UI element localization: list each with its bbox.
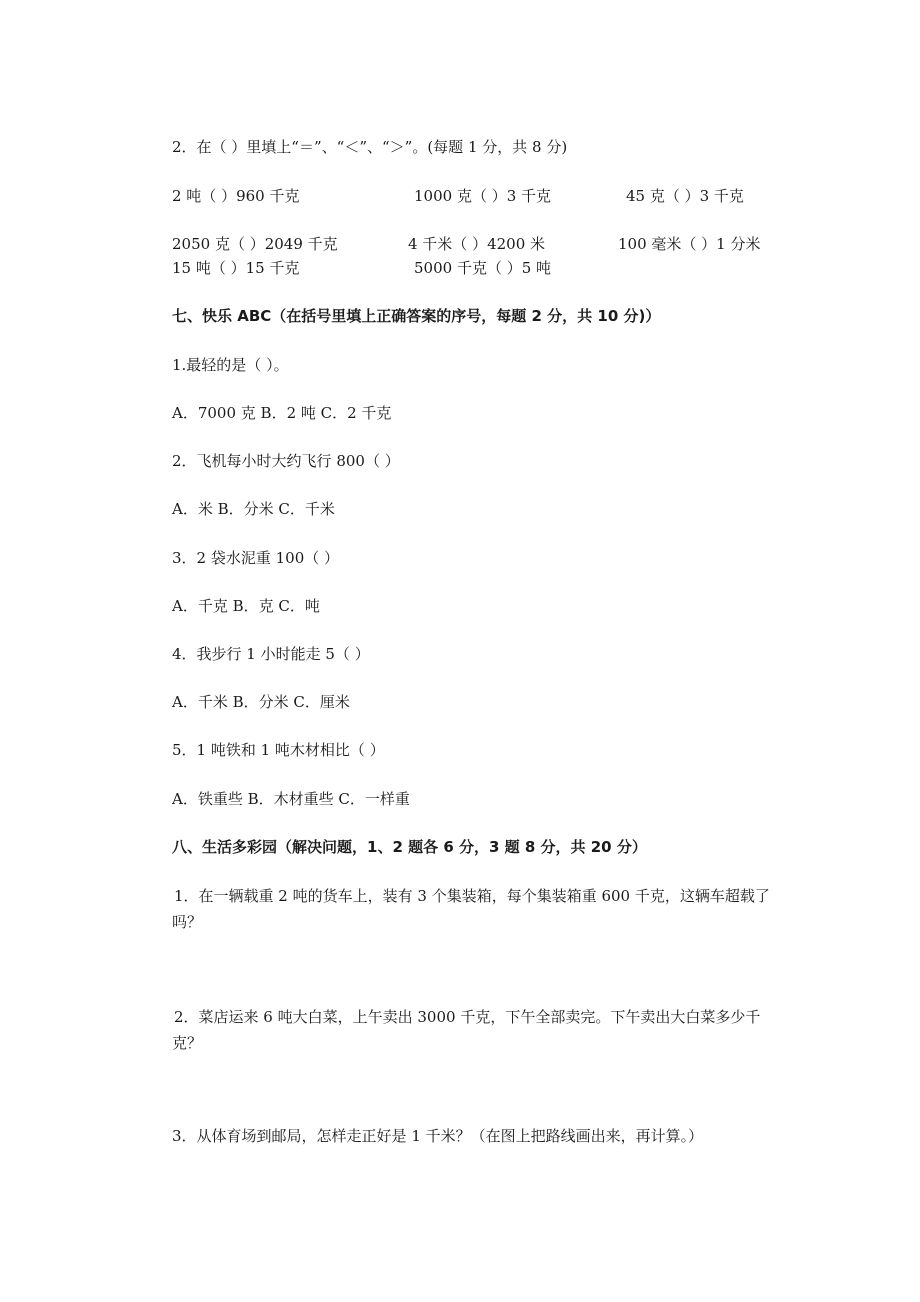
word-problem: 3．从体育场到邮局，怎样走正好是 1 千米？（在图上把路线画出来，再计算。） [172,1127,704,1145]
question-options: A．千米 B．分米 C．厘米 [172,693,350,711]
compare-item: 2050 克（ ）2049 千克 [172,235,338,253]
compare-item: 1000 克（ ）3 千克 [414,187,552,205]
question-options: A．7000 克 B．2 吨 C．2 千克 [172,404,392,422]
question-stem: 5．1 吨铁和 1 吨木材相比（ ） [172,741,385,759]
compare-item: 100 毫米（ ）1 分米 [618,235,761,253]
section6-q2-title: 2．在（ ）里填上“＝”、“＜”、“＞”。(每题 1 分，共 8 分) [172,138,568,156]
compare-item: 5000 千克（ ）5 吨 [414,259,552,277]
section8-heading: 八、生活多彩园（解决问题，1、2 题各 6 分，3 题 8 分，共 20 分） [172,838,647,856]
question-options: A．千克 B．克 C．吨 [172,597,320,615]
compare-item: 15 吨（ ）15 千克 [172,259,300,277]
section7-heading: 七、快乐 ABC（在括号里填上正确答案的序号，每题 2 分，共 10 分)） [172,307,661,325]
question-stem: 3．2 袋水泥重 100（ ） [172,549,340,567]
compare-item: 2 吨（ ）960 千克 [172,187,300,205]
compare-item: 45 克（ ）3 千克 [626,187,744,205]
compare-item: 4 千米（ ）4200 米 [408,235,546,253]
question-stem: 4．我步行 1 小时能走 5（ ） [172,645,370,663]
question-stem: 1.最轻的是（ ）。 [172,356,289,374]
question-options: A．米 B．分米 C．千米 [172,500,335,518]
word-problem: 2．菜店运来 6 吨大白菜，上午卖出 3000 千克，下午全部卖完。下午卖出大白菜多少千克？ [172,1008,761,1052]
question-stem: 2．飞机每小时大约飞行 800（ ） [172,452,400,470]
question-options: A．铁重些 B．木材重些 C．一样重 [172,790,410,808]
word-problem: 1．在一辆载重 2 吨的货车上，装有 3 个集装箱，每个集装箱重 600 千克，这辆车超载了吗？ [172,887,770,931]
